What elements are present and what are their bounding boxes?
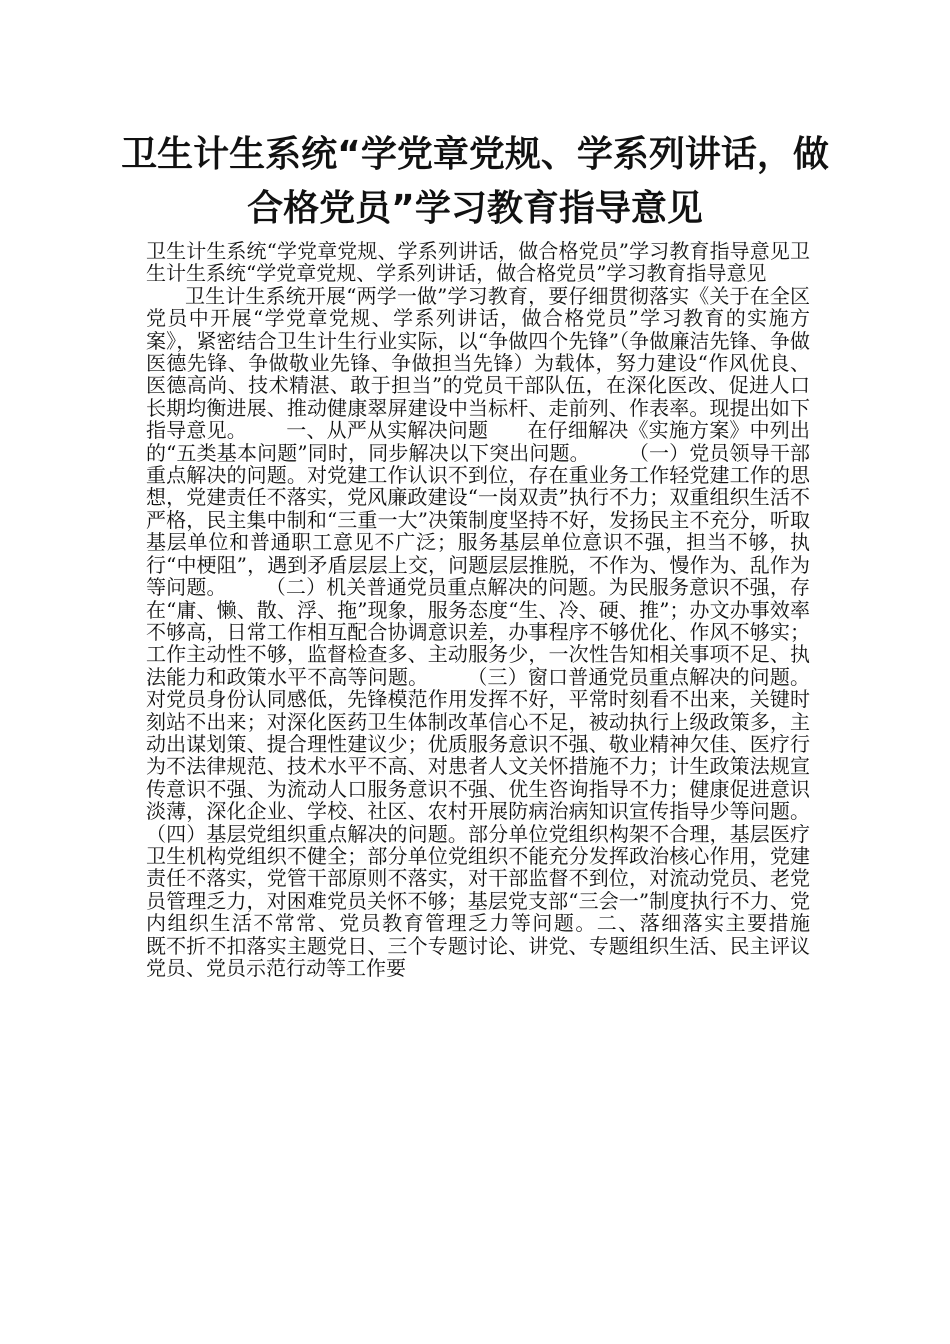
document-body-text: 卫生计生系统“学党章党规、学系列讲话，做合格党员”学习教育指导意见卫生计生系统“学党章党规、学系列讲话，做合格党员”学习教育指导意见 卫生计生系统开展“两学一做”学习教育，要仔细贯彻落实《关于在全区党员中开展“学党章党规、学系列讲话，做合格党员”学习教育的实施方案》，紧密结合卫生计生行业实际，以“争做四个先锋”（争做廉洁先锋、争做医德先锋、争做敬业先锋、争做担当先锋）为载体，努力建设“作风优良、医德高尚、技术精湛、敢于担当”的党员干部队伍，在深化医改、促进人口长期均衡进展、推动健康翠屏建设中当标杆、走前列、作表率。现提出如下指导意见。 一、从严从实解决问题 在仔细解决《实施方案》中列出的“五类基本问题”同时，同步解决以下突出问题。 （一）党员领导干部重点解决的问题。对党建工作认识不到位，存在重业务工作轻党建工作的思想，党建责任不落实，党风廉政建设“一岗双责”执行不力；双重组织生活不严格，民主集中制和“三重一大”决策制度坚持不好，发扬民主不充分，听取基层单位和普通职工意见不广泛；服务基层单位意识不强，担当不够，执行“中梗阻”，遇到矛盾层层上交，问题层层推脱，不作为、慢作为、乱作为等问题。 （二）机关普通党员重点解决的问题。为民服务意识不强，存在“庸、懒、散、浮、拖”现象，服务态度“生、冷、硬、推”；办文办事效率不够高，日常工作相互配合协调意识差，办事程序不够优化、作风不够实；工作主动性不够，监督检查多、主动服务少，一次性告知相关事项不足、执法能力和政策水平不高等问题。 （三）窗口普通党员重点解决的问题。对党员身份认同感低，先锋模范作用发挥不好，平常时刻看不出来，关键时刻站不出来；对深化医药卫生体制改革信心不足，被动执行上级政策多，主动出谋划策、提合理性建议少；优质服务意识不强、敬业精神欠佳、医疗行为不法律规范、技术水平不高、对患者人文关怀措施不力；计生政策法规宣传意识不强、为流动人口服务意识不强、优生咨询指导不力；健康促进意识淡薄，深化企业、学校、社区、农村开展防病治病知识宣传指导少等问题。 （四）基层党组织重点解决的问题。部分单位党组织构架不合理，基层医疗卫生机构党组织不健全；部分单位党组织不能充分发挥政治核心作用，党建责任不落实，党管干部原则不落实，对干部监督不到位，对流动党员、老党员管理乏力，对困难党员关怀不够；基层党支部“三会一”制度执行不力、党内组织生活不常常、党员教育管理乏力等问题。二、落细落实主要措施 既不折不扣落实主题党日、三个专题讨论、讲党、专题组织生活、民主评议党员、党员示范行动等工作要 [146, 239, 810, 980]
document-title: 卫生计生系统“学党章党规、学系列讲话，做合格党员”学习教育指导意见 [121, 134, 829, 229]
